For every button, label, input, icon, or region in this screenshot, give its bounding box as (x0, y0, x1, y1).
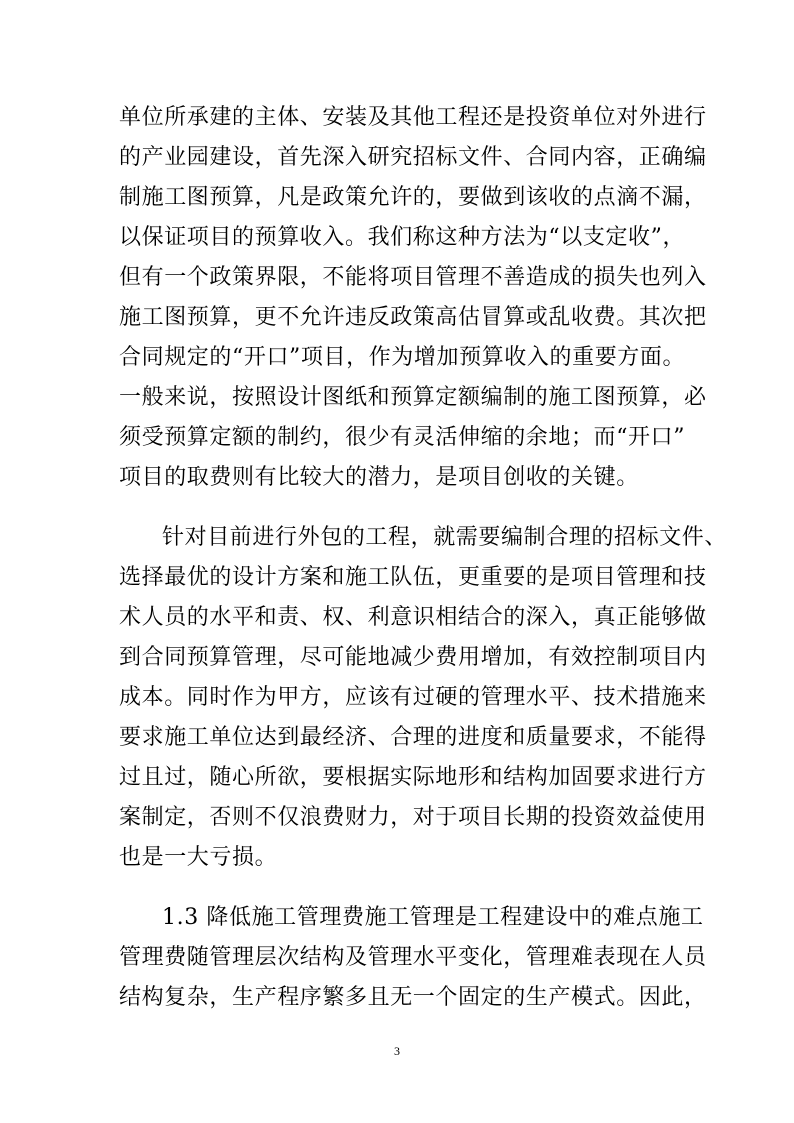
paragraph-first-line: 针对目前进行外包的工程，就需要编制合理的招标文件、 (162, 525, 728, 550)
page-number: 3 (394, 1044, 400, 1058)
text-line: 案制定，否则不仅浪费财力，对于项目长期的投资效益使用 (119, 805, 707, 830)
text-line: 也是一大亏损。 (119, 845, 278, 870)
text-line: 结构复杂，生产程序繁多且无一个固定的生产模式。因此， (119, 985, 707, 1010)
text-line: 但有一个政策界限，不能将项目管理不善造成的损失也列入 (119, 265, 707, 290)
text-line: 单位所承建的主体、安装及其他工程还是投资单位对外进行 (119, 105, 707, 130)
text-line: 一般来说，按照设计图纸和预算定额编制的施工图预算，必 (119, 385, 707, 410)
text-line: 术人员的水平和责、权、利意识相结合的深入，真正能够做 (119, 605, 707, 630)
text-line: 施工图预算，更不允许违反政策高估冒算或乱收费。其次把 (119, 305, 707, 330)
text-line: 成本。同时作为甲方，应该有过硬的管理水平、技术措施来 (119, 685, 707, 710)
text-line: 以保证项目的预算收入。我们称这种方法为“以支定收”， (119, 225, 686, 250)
text-line: 须受预算定额的制约，很少有灵活伸缩的余地；而“开口” (119, 425, 686, 450)
text-line: 过且过，随心所欲，要根据实际地形和结构加固要求进行方 (119, 765, 707, 790)
text-line: 合同规定的“开口”项目，作为增加预算收入的重要方面。 (119, 345, 686, 370)
text-line: 要求施工单位达到最经济、合理的进度和质量要求，不能得 (119, 725, 707, 750)
section-heading-line: 1.3 降低施工管理费施工管理是工程建设中的难点施工 (162, 905, 704, 930)
text-line: 的产业园建设，首先深入研究招标文件、合同内容，正确编 (119, 145, 707, 170)
text-line: 到合同预算管理，尽可能地减少费用增加，有效控制项目内 (119, 645, 707, 670)
text-line: 制施工图预算，凡是政策允许的，要做到该收的点滴不漏， (119, 185, 707, 210)
text-line: 选择最优的设计方案和施工队伍，更重要的是项目管理和技 (119, 565, 707, 590)
text-line: 管理费随管理层次结构及管理水平变化，管理难表现在人员 (119, 945, 707, 970)
text-line: 项目的取费则有比较大的潜力，是项目创收的关键。 (119, 465, 639, 490)
